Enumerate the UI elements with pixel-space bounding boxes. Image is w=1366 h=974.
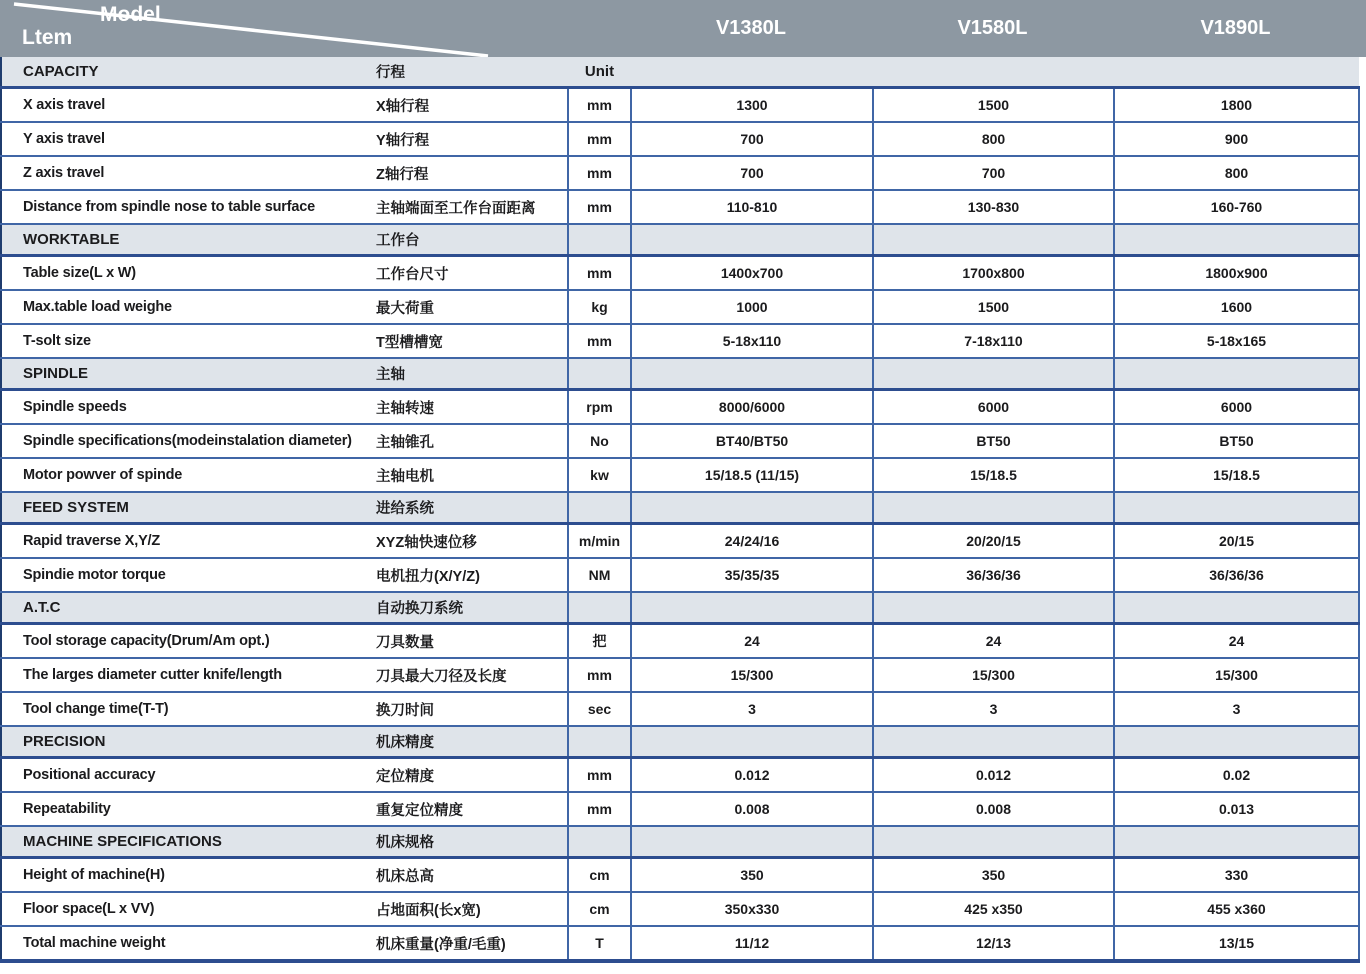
section-empty-cell <box>631 492 873 524</box>
spec-value-v1580l: 24 <box>873 624 1114 659</box>
spec-value-v1580l: 0.008 <box>873 792 1114 826</box>
spec-value-v1890l: 13/15 <box>1114 926 1359 961</box>
spec-row <box>1 88 1359 123</box>
spec-value-v1890l: 900 <box>1114 122 1359 156</box>
spec-name-en: Y axis travel <box>23 131 105 147</box>
spec-name-en: Height of machine(H) <box>23 867 165 883</box>
spec-value-v1380l: 110-810 <box>726 199 778 215</box>
spec-row <box>1 156 1359 190</box>
spec-row <box>1 424 1359 458</box>
spec-unit: T <box>568 926 631 961</box>
section-title-zh: 进给系统 <box>376 501 434 517</box>
section-row <box>1 592 1359 624</box>
spec-row <box>1 792 1359 826</box>
section-empty-cell <box>873 224 1114 256</box>
section-title-zh: 机床规格 <box>376 835 434 851</box>
model-column-header: V1380L <box>715 17 787 39</box>
spec-name-zh: 占地面积(长x宽) <box>376 902 481 919</box>
spec-name-en: Distance from spindle nose to table surface <box>23 199 315 215</box>
spec-value-v1580l: 7-18x110 <box>873 324 1114 358</box>
section-row <box>1 358 1359 390</box>
spec-value-v1580l: 15/18.5 <box>873 458 1114 492</box>
spec-value-v1580l: 425 x350 <box>873 892 1114 926</box>
spec-name-zh: 主轴转速 <box>376 400 434 417</box>
spec-value-v1580l: 3 <box>873 692 1114 726</box>
spec-value-v1580l: 0.012 <box>873 758 1114 793</box>
spec-value-v1380l: 3 <box>748 701 756 717</box>
section-unit-cell <box>568 358 631 390</box>
spec-name-zh: T型槽槽宽 <box>376 334 443 351</box>
section-title-en: SPINDLE <box>23 365 89 382</box>
spec-value-v1890l: BT50 <box>1114 424 1359 458</box>
spec-value-v1380l: 350x330 <box>724 901 780 917</box>
spec-value-v1380l: BT40/BT50 <box>715 433 789 449</box>
spec-value-v1890l: 0.013 <box>1114 792 1359 826</box>
spec-unit: mm <box>568 256 631 291</box>
spec-row <box>1 658 1359 692</box>
spec-value-v1380l: 700 <box>740 165 764 181</box>
spec-value-v1380l: 350 <box>740 867 764 883</box>
spec-value-v1580l: 800 <box>873 122 1114 156</box>
model-column-header: V1890L <box>1200 17 1271 39</box>
section-unit-cell <box>568 826 631 858</box>
spec-name-en: Spindle specifications(modeinstalation diameter) <box>23 433 352 449</box>
section-empty-cell <box>873 826 1114 858</box>
spec-unit: No <box>568 424 631 458</box>
spec-unit: kg <box>568 290 631 324</box>
spec-value-v1890l: 1800 <box>1114 88 1359 123</box>
section-empty-cell <box>631 592 873 624</box>
spec-value-v1890l: 20/15 <box>1114 524 1359 559</box>
section-row <box>1 57 1359 88</box>
spec-name-zh: XYZ轴快速位移 <box>376 534 477 551</box>
spec-unit: mm <box>568 88 631 123</box>
diagonal-divider-line <box>0 0 630 57</box>
section-empty-cell <box>1114 57 1359 88</box>
spec-unit: m/min <box>568 524 631 559</box>
spec-name-zh: 刀具最大刀径及长度 <box>376 668 507 685</box>
spec-value-v1580l: 350 <box>873 858 1114 893</box>
spec-value-v1380l: 1300 <box>736 97 768 113</box>
spec-value-v1580l: 1700x800 <box>873 256 1114 291</box>
spec-name-zh: 换刀时间 <box>376 702 434 719</box>
spec-name-en: T-solt size <box>23 333 91 349</box>
spec-row <box>1 692 1359 726</box>
section-title-zh: 机床精度 <box>376 735 434 751</box>
spec-value-v1890l: 24 <box>1114 624 1359 659</box>
section-unit-cell <box>568 726 631 758</box>
section-empty-cell <box>631 224 873 256</box>
spec-value-v1890l: 5-18x165 <box>1114 324 1359 358</box>
section-unit-cell <box>568 492 631 524</box>
spec-unit: cm <box>568 858 631 893</box>
spec-value-v1380l: 0.012 <box>734 767 770 783</box>
spec-unit: mm <box>568 190 631 224</box>
spec-name-zh: 机床重量(净重/毛重) <box>376 936 506 953</box>
spec-value-v1380l: 1400x700 <box>720 265 784 281</box>
spec-value-v1380l: 35/35/35 <box>724 567 780 583</box>
spec-row <box>1 558 1359 592</box>
section-unit-cell <box>568 592 631 624</box>
spec-value-v1890l: 3 <box>1114 692 1359 726</box>
section-row <box>1 492 1359 524</box>
section-title-zh: 主轴 <box>376 367 405 383</box>
section-empty-cell <box>1114 726 1359 758</box>
spec-name-zh: 机床总高 <box>376 868 434 885</box>
section-empty-cell <box>631 57 873 88</box>
spec-value-v1380l: 1000 <box>736 299 768 315</box>
spec-row <box>1 256 1359 291</box>
spec-unit: mm <box>568 324 631 358</box>
spec-unit: NM <box>568 558 631 592</box>
section-unit-cell <box>568 224 631 256</box>
spec-name-zh: 刀具数量 <box>376 634 434 651</box>
spec-name-en: Motor powver of spinde <box>23 467 183 483</box>
spec-name-zh: 主轴端面至工作台面距离 <box>376 200 536 217</box>
spec-name-zh: X轴行程 <box>376 98 430 115</box>
section-empty-cell <box>873 57 1114 88</box>
section-row <box>1 826 1359 858</box>
spec-name-zh: Z轴行程 <box>376 166 429 183</box>
section-empty-cell <box>631 358 873 390</box>
section-empty-cell <box>631 726 873 758</box>
spec-row <box>1 458 1359 492</box>
section-title-en: CAPACITY <box>23 63 99 80</box>
spec-value-v1580l: 130-830 <box>873 190 1114 224</box>
spec-name-zh: 工作台尺寸 <box>376 266 449 283</box>
spec-value-v1890l: 15/300 <box>1114 658 1359 692</box>
spec-value-v1890l: 330 <box>1114 858 1359 893</box>
spec-row <box>1 524 1359 559</box>
section-title-en: FEED SYSTEM <box>23 499 129 516</box>
section-row <box>1 224 1359 256</box>
table-header-bar <box>0 0 1366 57</box>
section-empty-cell <box>1114 224 1359 256</box>
corner-item-label: Ltem <box>22 26 73 49</box>
section-empty-cell <box>1114 826 1359 858</box>
spec-unit: mm <box>568 792 631 826</box>
spec-unit: mm <box>568 122 631 156</box>
section-empty-cell <box>1114 592 1359 624</box>
spec-value-v1580l: 12/13 <box>873 926 1114 961</box>
spec-unit: rpm <box>568 390 631 425</box>
section-empty-cell <box>873 726 1114 758</box>
spec-value-v1890l: 800 <box>1114 156 1359 190</box>
spec-unit: mm <box>568 758 631 793</box>
spec-unit: mm <box>568 156 631 190</box>
spec-value-v1380l: 8000/6000 <box>718 399 786 415</box>
spec-row <box>1 926 1359 961</box>
spec-value-v1580l: 36/36/36 <box>873 558 1114 592</box>
spec-row <box>1 290 1359 324</box>
spec-name-en: Z axis travel <box>23 165 105 181</box>
spec-name-en: Max.table load weighe <box>23 299 172 315</box>
spec-unit: kw <box>568 458 631 492</box>
spec-value-v1580l: 15/300 <box>873 658 1114 692</box>
spec-value-v1380l: 15/18.5 (11/15) <box>704 467 800 483</box>
spec-value-v1380l: 5-18x110 <box>722 333 782 349</box>
spec-value-v1890l: 1600 <box>1114 290 1359 324</box>
spec-name-en: Rapid traverse X,Y/Z <box>23 533 161 549</box>
spec-value-v1890l: 455 x360 <box>1114 892 1359 926</box>
spec-value-v1580l: 20/20/15 <box>873 524 1114 559</box>
section-title-zh: 行程 <box>376 65 405 81</box>
spec-name-en: Floor space(L x VV) <box>23 901 155 917</box>
spec-value-v1890l: 0.02 <box>1114 758 1359 793</box>
spec-value-v1380l: 15/300 <box>730 667 774 683</box>
spec-table-body <box>1 57 1359 961</box>
spec-unit: sec <box>568 692 631 726</box>
spec-value-v1380l: 11/12 <box>734 935 770 951</box>
spec-name-en: Spindle speeds <box>23 399 127 415</box>
spec-row <box>1 324 1359 358</box>
spec-unit: 把 <box>568 624 631 659</box>
section-title-en: PRECISION <box>23 733 106 750</box>
model-item-corner-cell <box>0 0 630 57</box>
section-row <box>1 726 1359 758</box>
spec-name-en: Total machine weight <box>23 935 166 951</box>
spec-name-en: The larges diameter cutter knife/length <box>23 667 282 683</box>
section-empty-cell <box>873 358 1114 390</box>
spec-row <box>1 390 1359 425</box>
spec-name-zh: 电机扭力(X/Y/Z) <box>376 568 480 585</box>
spec-name-zh: Y轴行程 <box>376 132 430 149</box>
section-empty-cell <box>1114 358 1359 390</box>
section-title-zh: 工作台 <box>376 233 420 249</box>
spec-value-v1580l: BT50 <box>873 424 1114 458</box>
spec-row <box>1 758 1359 793</box>
spec-row <box>1 892 1359 926</box>
section-title-zh: 自动换刀系统 <box>376 601 463 617</box>
spec-value-v1890l: 160-760 <box>1114 190 1359 224</box>
spec-unit: mm <box>568 658 631 692</box>
corner-model-label: Model <box>100 3 161 26</box>
section-empty-cell <box>1114 492 1359 524</box>
spec-name-en: Table size(L x W) <box>23 265 136 281</box>
spec-value-v1580l: 6000 <box>873 390 1114 425</box>
model-column-header: V1580L <box>957 17 1028 39</box>
spec-value-v1890l: 15/18.5 <box>1114 458 1359 492</box>
spec-name-zh: 最大荷重 <box>376 300 434 317</box>
section-empty-cell <box>873 592 1114 624</box>
spec-name-en: Tool storage capacity(Drum/Am opt.) <box>23 633 270 649</box>
section-title-en: A.T.C <box>23 599 61 616</box>
spec-table <box>0 57 1360 963</box>
spec-value-v1380l: 0.008 <box>734 801 770 817</box>
spec-name-zh: 主轴锥孔 <box>376 434 434 451</box>
spec-name-zh: 主轴电机 <box>376 468 434 485</box>
spec-name-en: Spindie motor torque <box>23 567 166 583</box>
spec-row <box>1 190 1359 224</box>
spec-value-v1890l: 1800x900 <box>1114 256 1359 291</box>
section-title-en: MACHINE SPECIFICATIONS <box>23 833 222 850</box>
spec-name-zh: 重复定位精度 <box>376 802 463 819</box>
spec-name-en: Repeatability <box>23 801 111 817</box>
spec-name-en: Tool change time(T-T) <box>23 701 169 717</box>
section-empty-cell <box>631 826 873 858</box>
spec-name-zh: 定位精度 <box>376 768 434 785</box>
spec-value-v1580l: 700 <box>873 156 1114 190</box>
spec-unit: cm <box>568 892 631 926</box>
spec-value-v1890l: 36/36/36 <box>1114 558 1359 592</box>
spec-value-v1380l: 700 <box>740 131 764 147</box>
spec-value-v1380l: 24 <box>744 633 760 649</box>
spec-value-v1580l: 1500 <box>873 88 1114 123</box>
spec-row <box>1 858 1359 893</box>
spec-value-v1380l: 24/24/16 <box>724 533 780 549</box>
section-unit-cell: Unit <box>584 63 615 80</box>
spec-row <box>1 624 1359 659</box>
spec-name-en: X axis travel <box>23 97 106 113</box>
spec-value-v1890l: 6000 <box>1114 390 1359 425</box>
spec-row <box>1 122 1359 156</box>
section-empty-cell <box>873 492 1114 524</box>
section-title-en: WORKTABLE <box>23 231 120 248</box>
spec-name-en: Positional accuracy <box>23 767 156 783</box>
spec-value-v1580l: 1500 <box>873 290 1114 324</box>
